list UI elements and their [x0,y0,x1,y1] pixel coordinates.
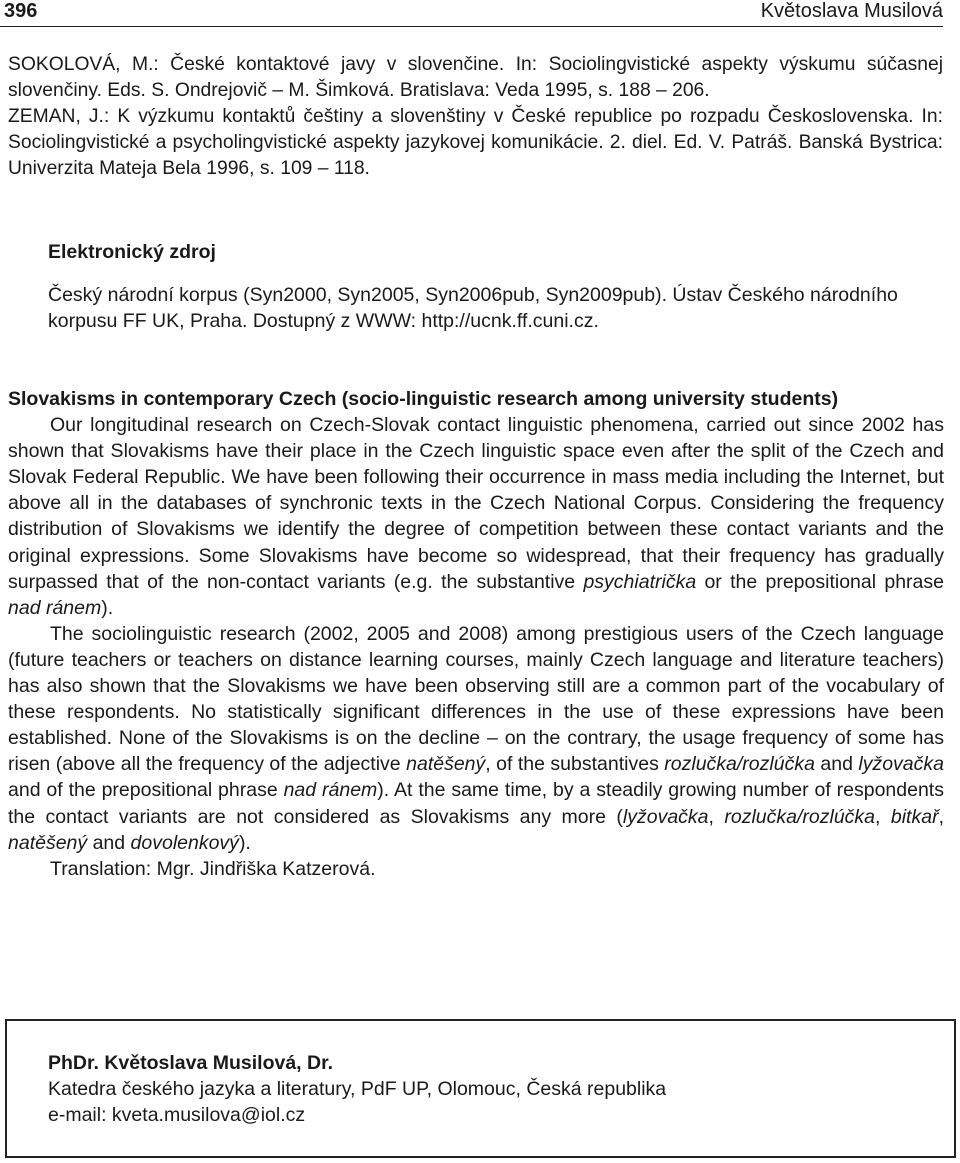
electronic-source-heading: Elektronický zdroj [48,241,216,263]
page-number: 396 [4,0,38,22]
electronic-source [48,282,943,334]
abstract-paragraph: The sociolinguistic research (2002, 2005 and 2008) among prestigious users of the Czech language (future teachers or teachers on distance learning courses, mainly Czech language and literature teachers) has also shown that the Slovakisms we have been observing still are a common part of the vocabulary of these respondents. No statistically significant differences in the use of these expressions have been established. None of the Slovakisms is on the decline – on the contrary, the usage frequency of some has risen (above all the frequency of the adjective natěšený, of the substantives rozlučka/rozlúčka and lyžovačka and of the prepositional phrase nad ránem). At the same time, by a steadily growing number of respondents the contact variants are not considered as Slovakisms any more (lyžovačka, rozlučka/rozlúčka, bitkař, natěšený and dovolenkový). [8,622,944,854]
translation-credit: Translation: Mgr. Jindřiška Katzerová. [50,857,376,880]
reference-entry: ZEMAN, J.: K výzkumu kontaktů češtiny a slovenštiny v České republice po rozpadu Československa. In: Sociolingvistické a psycholingvistické aspekty jazykovej komunikácie. 2. diel. Ed. V. Patráš. Banská Bystrica: Univerzita Mateja Bela 1996, s. 109 – 118. [8,106,943,179]
reference-entry: SOKOLOVÁ, M.: České kontaktové javy v slovenčine. In: Sociolingvistické aspekty výskumu súčasnej slovenčiny. Eds. S. Ondrejovič – M. Šimková. Bratislava: Veda 1995, s. 188 – 206. [8,54,943,101]
author-name: PhDr. Květoslava Musilová, Dr. [48,1052,334,1074]
abstract-title: Slovakisms in contemporary Czech (socio-linguistic research among university students) [8,388,839,410]
page-header [0,0,943,27]
abstract [8,386,944,882]
running-head: Květoslava Musilová [760,0,943,22]
author-info [48,1050,928,1128]
reference-list [8,52,943,182]
electronic-source-entry: Český národní korpus (Syn2000, Syn2005, Syn2006pub, Syn2009pub). Ústav Českého národního korpusu FF UK, Praha. Dostupný z WWW: http://ucnk.ff.cuni.cz. [48,284,898,332]
author-affiliation: Katedra českého jazyka a literatury, PdF UP, Olomouc, Česká republika [48,1078,667,1100]
author-email[interactable]: e-mail: kveta.musilova@iol.cz [48,1104,306,1126]
abstract-paragraph: Our longitudinal research on Czech-Slovak contact linguistic phenomena, carried out since 2002 has shown that Slovakisms have their place in the Czech linguistic space even after the split of the Czech and Slovak Federal Republic. We have been following their occurrence in mass media including the Internet, but above all in the databases of synchronic texts in the Czech National Corpus. Considering the frequency distribution of Slovakisms we identify the degree of competition between these contact variants and the original expressions. Some Slovakisms have become so widespread, that their frequency has gradually surpassed that of the non-contact variants (e.g. the substantive psychiatrička or the prepositional phrase nad ránem). [8,414,944,619]
